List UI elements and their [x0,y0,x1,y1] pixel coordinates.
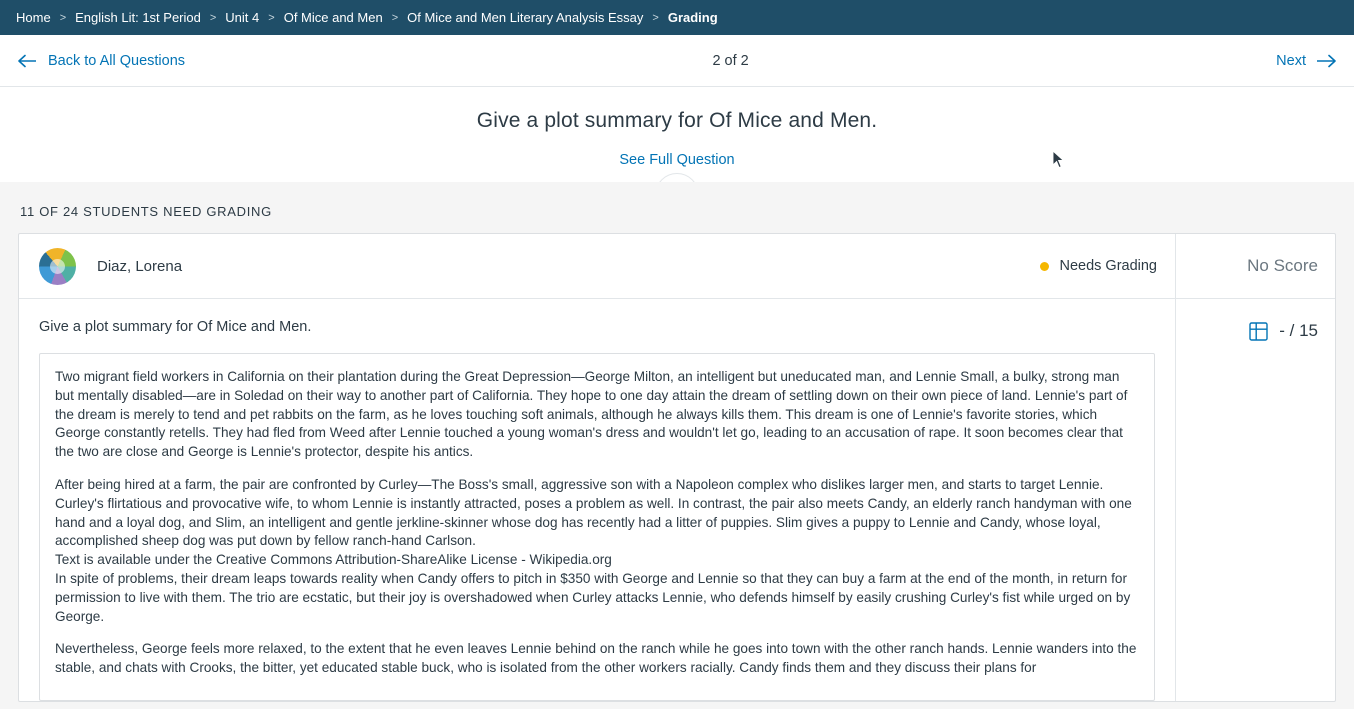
breadcrumb [0,0,1354,35]
question-block [0,87,1354,182]
student-name[interactable]: Diaz, Lorena [97,257,183,275]
grading-area [0,182,1354,709]
rubric-icon[interactable] [1249,322,1268,341]
breadcrumb-item-grading: Grading [667,10,718,25]
next-label: Next [1276,52,1306,69]
score-status-header: No Score [1176,234,1335,299]
pager-wrap [185,35,1276,86]
breadcrumb-separator: > [391,11,399,24]
submission-header [19,234,1175,299]
answer-paragraph: Two migrant field workers in California on their plantation during the Great Depression—George Milton, an intelligent but uneducated man, and Lennie Small, a bulky, strong man but mentally disabled—are in Soledad on their way to another part of California. They hope to one day attain the dream of settling down on their own piece of land. Lennie's part of the dream is merely to tend and pet rabbits on the farm, as he loves touching soft animals, although he always kills them. This dream is one of Lennie's favorite stories, which George constantly retells. They had fled from Weed after Lennie touched a young woman's dress and wouldn't let go, leading to an accusation of rape. It soon becomes clear that the two are close and George is Lennie's protector, despite his antics. [55,369,1128,460]
answer-paragraph: After being hired at a farm, the pair are confronted by Curley—The Boss's small, aggressive son with a Napoleon complex who dislikes larger men, and starts to target Lennie. Curley's flirtatious and provocative wife, to whom Lennie is instantly attracted, poses a problem as well. In contrast, the pair also meets Candy, an elderly ranch handyman with one hand and a loyal dog, and Slim, an intelligent and gentle jerkline-skinner whose dog has recently had a litter of puppies. Slim gives a puppy to Lennie and Candy, whose loyal, accomplished sheep dog was put down by fellow ranch-hand Carlson. [55,476,1132,549]
status-badge [1040,258,1157,274]
breadcrumb-separator: > [652,11,659,24]
see-full-question-link[interactable]: See Full Question [619,152,735,168]
answer-attribution: Text is available under the Creative Commons Attribution-ShareAlike License - Wikipedia.org [55,552,612,568]
avatar [39,248,76,285]
student-submission-card [18,233,1336,702]
breadcrumb-item-course[interactable]: English Lit: 1st Period [75,10,201,25]
question-pager-count: 2 of 2 [712,52,749,69]
question-title: Give a plot summary for Of Mice and Men. [476,109,878,132]
student-answer-text [39,353,1155,701]
submission-body [19,299,1175,701]
breadcrumb-separator: > [209,11,217,24]
breadcrumb-separator: > [59,11,67,24]
breadcrumb-separator: > [268,11,275,24]
answer-paragraph: In spite of problems, their dream leaps towards reality when Candy offers to pitch in $350 with George and Lennie so that they can buy a farm at the end of the month, in return for permission to live with them. The trio are ecstatic, but their joy is overshadowed when Curley attacks Lennie, who defends himself by easily crushing Curley's fist while urged on by George. [55,570,1131,624]
status-label: Needs Grading [1059,258,1157,274]
needs-grading-heading: 11 OF 24 STUDENTS NEED GRADING [20,204,272,219]
question-nav-header [0,35,1354,87]
score-value[interactable]: - / 15 [1279,321,1318,340]
breadcrumb-item-home[interactable]: Home [16,10,51,25]
back-to-all-questions-button[interactable] [18,53,185,69]
status-dot-icon [1040,262,1049,271]
score-row [1176,299,1335,341]
next-question-button[interactable] [1276,53,1336,69]
question-prompt: Give a plot summary for Of Mice and Men. [39,319,312,335]
score-column [1175,234,1335,701]
submission-main [19,234,1175,701]
breadcrumb-item-assignment[interactable]: Of Mice and Men Literary Analysis Essay [407,10,644,25]
answer-paragraph: Nevertheless, George feels more relaxed, to the extent that he even leaves Lennie behind on the ranch while he goes into town with the other ranch hands. Lennie wanders into the stable, and chats with Crooks, the bitter, yet educated stable buck, who is isolated from the other workers racially. Candy finds them and they discuss their plans for [55,641,1137,676]
breadcrumb-item-book[interactable]: Of Mice and Men [283,10,383,25]
arrow-right-icon [1316,54,1336,68]
breadcrumb-item-unit[interactable]: Unit 4 [225,10,260,25]
back-to-all-questions-label: Back to All Questions [48,52,186,69]
arrow-left-icon [18,54,38,68]
